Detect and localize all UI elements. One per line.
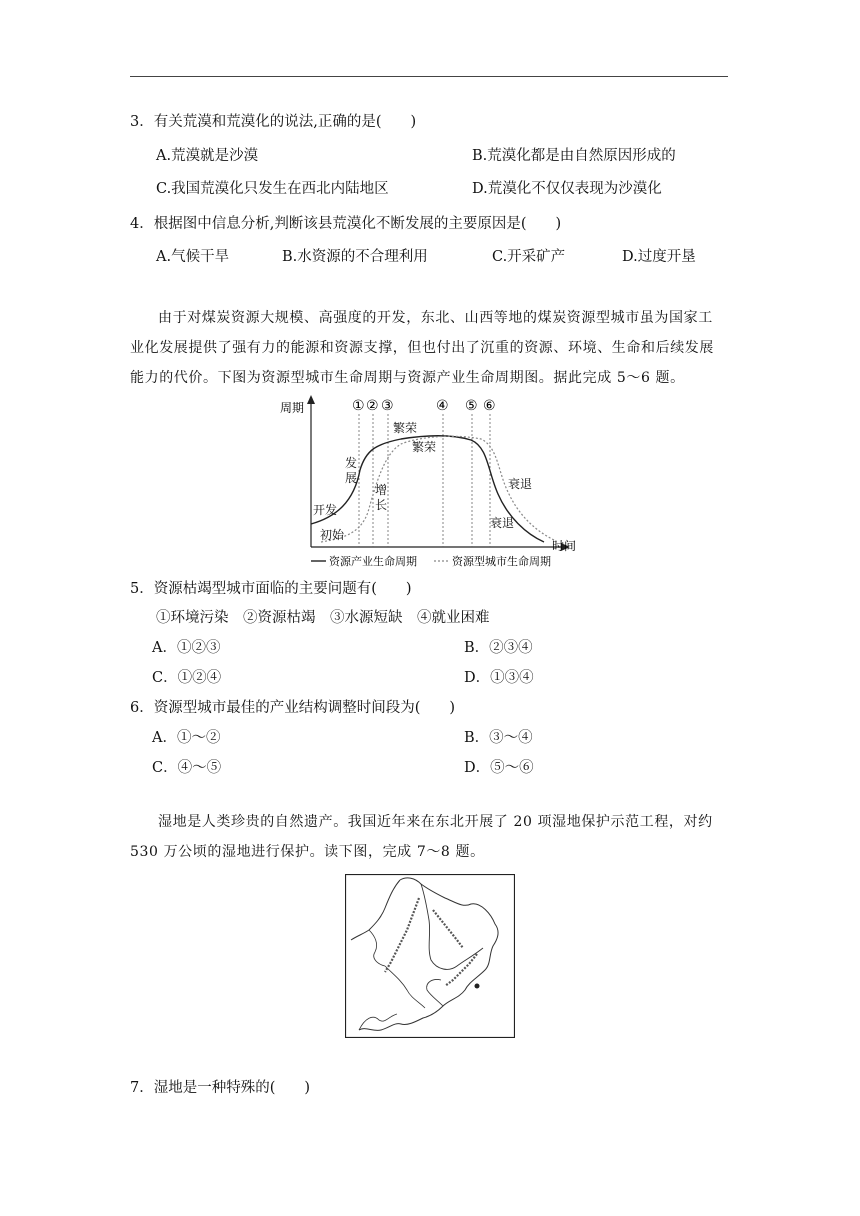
q5-stem: 5．资源枯竭型城市面临的主要问题有( ) (130, 581, 412, 597)
passage-1 (130, 303, 730, 393)
q6-option-a[interactable]: A．①～② (152, 730, 221, 746)
passage-1-line-1: 由于对煤炭资源大规模、高强度的开发，东北、山西等地的煤炭资源型城市虽为国家工 (158, 310, 713, 326)
marker-3: ③ (381, 398, 394, 414)
q5-option-c[interactable]: C．①②④ (152, 670, 222, 686)
q5-items: ①环境污染 ②资源枯竭 ③水源短缺 ④就业困难 (156, 610, 490, 626)
stage-industry-grow-1: 发 (345, 456, 358, 470)
stage-industry-prosper: 繁荣 (393, 421, 418, 435)
q4-option-c[interactable]: C.开采矿产 (492, 249, 566, 265)
stage-labels (313, 420, 532, 542)
q6-option-d[interactable]: D．⑤～⑥ (464, 760, 534, 776)
y-axis-label: 周期 (280, 401, 305, 415)
stage-industry-decline: 衰退 (490, 516, 515, 530)
passage-2-line-1: 湿地是人类珍贵的自然遗产。我国近年来在东北开展了 20 项湿地保护示范工程，对约 (158, 814, 713, 830)
marker-5: ⑤ (465, 398, 478, 414)
northeast-map (345, 874, 515, 1038)
q7-stem: 7．湿地是一种特殊的( ) (130, 1080, 311, 1096)
markers (352, 398, 496, 414)
q3-option-a[interactable]: A.荒漠就是沙漠 (156, 148, 259, 164)
x-axis-label: 时间 (552, 539, 577, 553)
q3-option-b[interactable]: B.荒漠化都是由自然原因形成的 (472, 148, 676, 164)
legend-city-label: 资源型城市生命周期 (452, 555, 551, 568)
q5-option-b[interactable]: B．②③④ (464, 640, 533, 656)
stage-industry-develop: 开发 (313, 503, 338, 517)
stage-city-decline: 衰退 (508, 477, 533, 491)
life-cycle-diagram (276, 392, 586, 572)
passage-2 (130, 807, 730, 867)
header-rule (130, 76, 728, 77)
stage-city-initial: 初始 (320, 528, 345, 542)
passage-1-line-3: 能力的代价。下图为资源型城市生命周期与资源产业生命周期图。据此完成 5～6 题。 (130, 370, 685, 386)
marker-4: ④ (436, 398, 449, 414)
marker-6: ⑥ (483, 398, 496, 414)
stage-city-grow-2: 长 (375, 498, 388, 512)
q5-option-a[interactable]: A．①②③ (152, 640, 221, 656)
q5-option-d[interactable]: D．①③④ (464, 670, 534, 686)
q4-option-d[interactable]: D.过度开垦 (622, 249, 696, 265)
city-dot (475, 984, 480, 989)
q4-option-a[interactable]: A.气候干旱 (156, 249, 230, 265)
q4-stem: 4．根据图中信息分析,判断该县荒漠化不断发展的主要原因是( ) (130, 216, 562, 232)
q3-stem: 3．有关荒漠和荒漠化的说法,正确的是( ) (130, 114, 417, 130)
legend-industry-label: 资源产业生命周期 (329, 555, 417, 568)
stage-industry-grow-2: 展 (345, 471, 358, 485)
marker-2: ② (366, 398, 379, 414)
marker-lines (359, 414, 490, 547)
passage-2-line-2: 530 万公顷的湿地进行保护。读下图，完成 7～8 题。 (130, 844, 485, 860)
q3-option-c[interactable]: C.我国荒漠化只发生在西北内陆地区 (156, 181, 389, 197)
stage-city-grow-1: 增 (375, 483, 388, 497)
stage-city-prosper: 繁荣 (412, 440, 437, 454)
y-axis-arrow (307, 395, 315, 404)
q3-option-d[interactable]: D.荒漠化不仅仅表现为沙漠化 (472, 181, 662, 197)
marker-1: ① (352, 398, 365, 414)
q4-option-b[interactable]: B.水资源的不合理利用 (282, 249, 428, 265)
q6-stem: 6．资源型城市最佳的产业结构调整时间段为( ) (130, 700, 456, 716)
passage-1-line-2: 业化发展提供了强有力的能源和资源支撑，但也付出了沉重的资源、环境、生命和后续发展 (130, 340, 714, 356)
q6-option-b[interactable]: B．③～④ (464, 730, 533, 746)
q6-option-c[interactable]: C．④～⑤ (152, 760, 222, 776)
